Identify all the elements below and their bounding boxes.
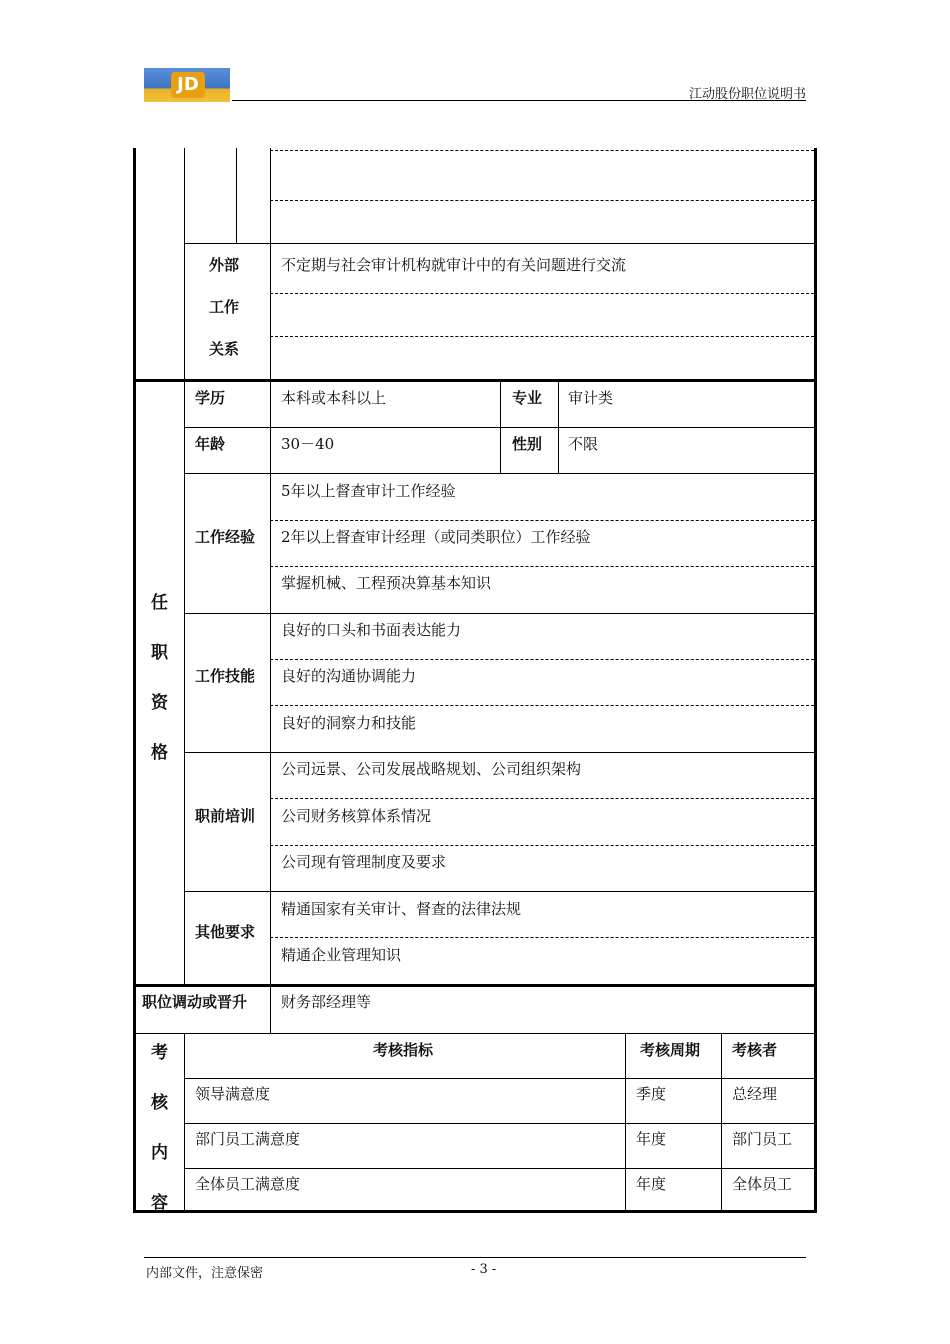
assessment-row-assessor: 全体员工 [732, 1175, 793, 1193]
experience-item: 2年以上督查审计经理（或同类职位）工作经验 [281, 528, 591, 546]
major-label: 专业 [512, 389, 543, 407]
footer-note: 内部文件，注意保密 [146, 1266, 264, 1281]
assessment-header-indicator: 考核指标 [373, 1041, 434, 1059]
assessment-label-1: 考 [151, 1043, 168, 1063]
assessment-header-period: 考核周期 [640, 1041, 701, 1059]
qualifications-label-3: 资 [151, 693, 168, 713]
training-item: 公司远景、公司发展战略规划、公司组织架构 [281, 760, 582, 778]
gender-value: 不限 [568, 435, 599, 453]
age-label: 年龄 [195, 435, 226, 453]
assessment-label-3: 内 [151, 1143, 168, 1163]
major-value: 审计类 [568, 389, 614, 407]
assessment-header-assessor: 考核者 [732, 1041, 778, 1059]
assessment-row-period: 年度 [636, 1130, 667, 1148]
experience-label: 工作经验 [195, 528, 256, 546]
training-item: 公司现有管理制度及要求 [281, 853, 447, 871]
assessment-row-indicator: 领导满意度 [195, 1085, 271, 1103]
assessment-row-period: 季度 [636, 1085, 667, 1103]
other-label: 其他要求 [195, 923, 256, 941]
promotion-value: 财务部经理等 [281, 993, 372, 1011]
external-label-1: 外部 [209, 256, 240, 274]
age-value: 30－40 [281, 435, 335, 453]
training-item: 公司财务核算体系情况 [281, 807, 432, 825]
external-item: 不定期与社会审计机构就审计中的有关问题进行交流 [281, 256, 627, 274]
skills-item: 良好的沟通协调能力 [281, 667, 417, 685]
footer-rule [144, 1257, 806, 1258]
education-label: 学历 [195, 389, 226, 407]
other-item: 精通企业管理知识 [281, 946, 402, 964]
qualifications-label-2: 职 [151, 643, 168, 663]
external-label-3: 关系 [209, 340, 240, 358]
assessment-row-assessor: 总经理 [732, 1085, 778, 1103]
experience-item: 5年以上督查审计工作经验 [281, 482, 456, 500]
external-label-2: 工作 [209, 298, 240, 316]
promotion-label: 职位调动或晋升 [142, 993, 248, 1011]
qualifications-label-4: 格 [151, 743, 168, 763]
gender-label: 性别 [512, 435, 543, 453]
job-description-table [133, 148, 817, 1213]
skills-item: 良好的口头和书面表达能力 [281, 621, 462, 639]
doc-title: 江动股份职位说明书 [688, 87, 806, 102]
skills-label: 工作技能 [195, 667, 256, 685]
assessment-label-2: 核 [151, 1093, 168, 1113]
assessment-row-period: 年度 [636, 1175, 667, 1193]
qualifications-label-1: 任 [151, 593, 168, 613]
other-item: 精通国家有关审计、督查的法律法规 [281, 900, 522, 918]
skills-item: 良好的洞察力和技能 [281, 714, 417, 732]
education-value: 本科或本科以上 [281, 389, 387, 407]
assessment-row-indicator: 全体员工满意度 [195, 1175, 301, 1193]
assessment-label-4: 容 [151, 1193, 168, 1213]
page-number: - 3 - [471, 1262, 497, 1277]
logo-mark: JD [171, 72, 205, 98]
assessment-row-indicator: 部门员工满意度 [195, 1130, 301, 1148]
experience-item: 掌握机械、工程预决算基本知识 [281, 574, 492, 592]
assessment-row-assessor: 部门员工 [732, 1130, 793, 1148]
training-label: 职前培训 [195, 807, 256, 825]
